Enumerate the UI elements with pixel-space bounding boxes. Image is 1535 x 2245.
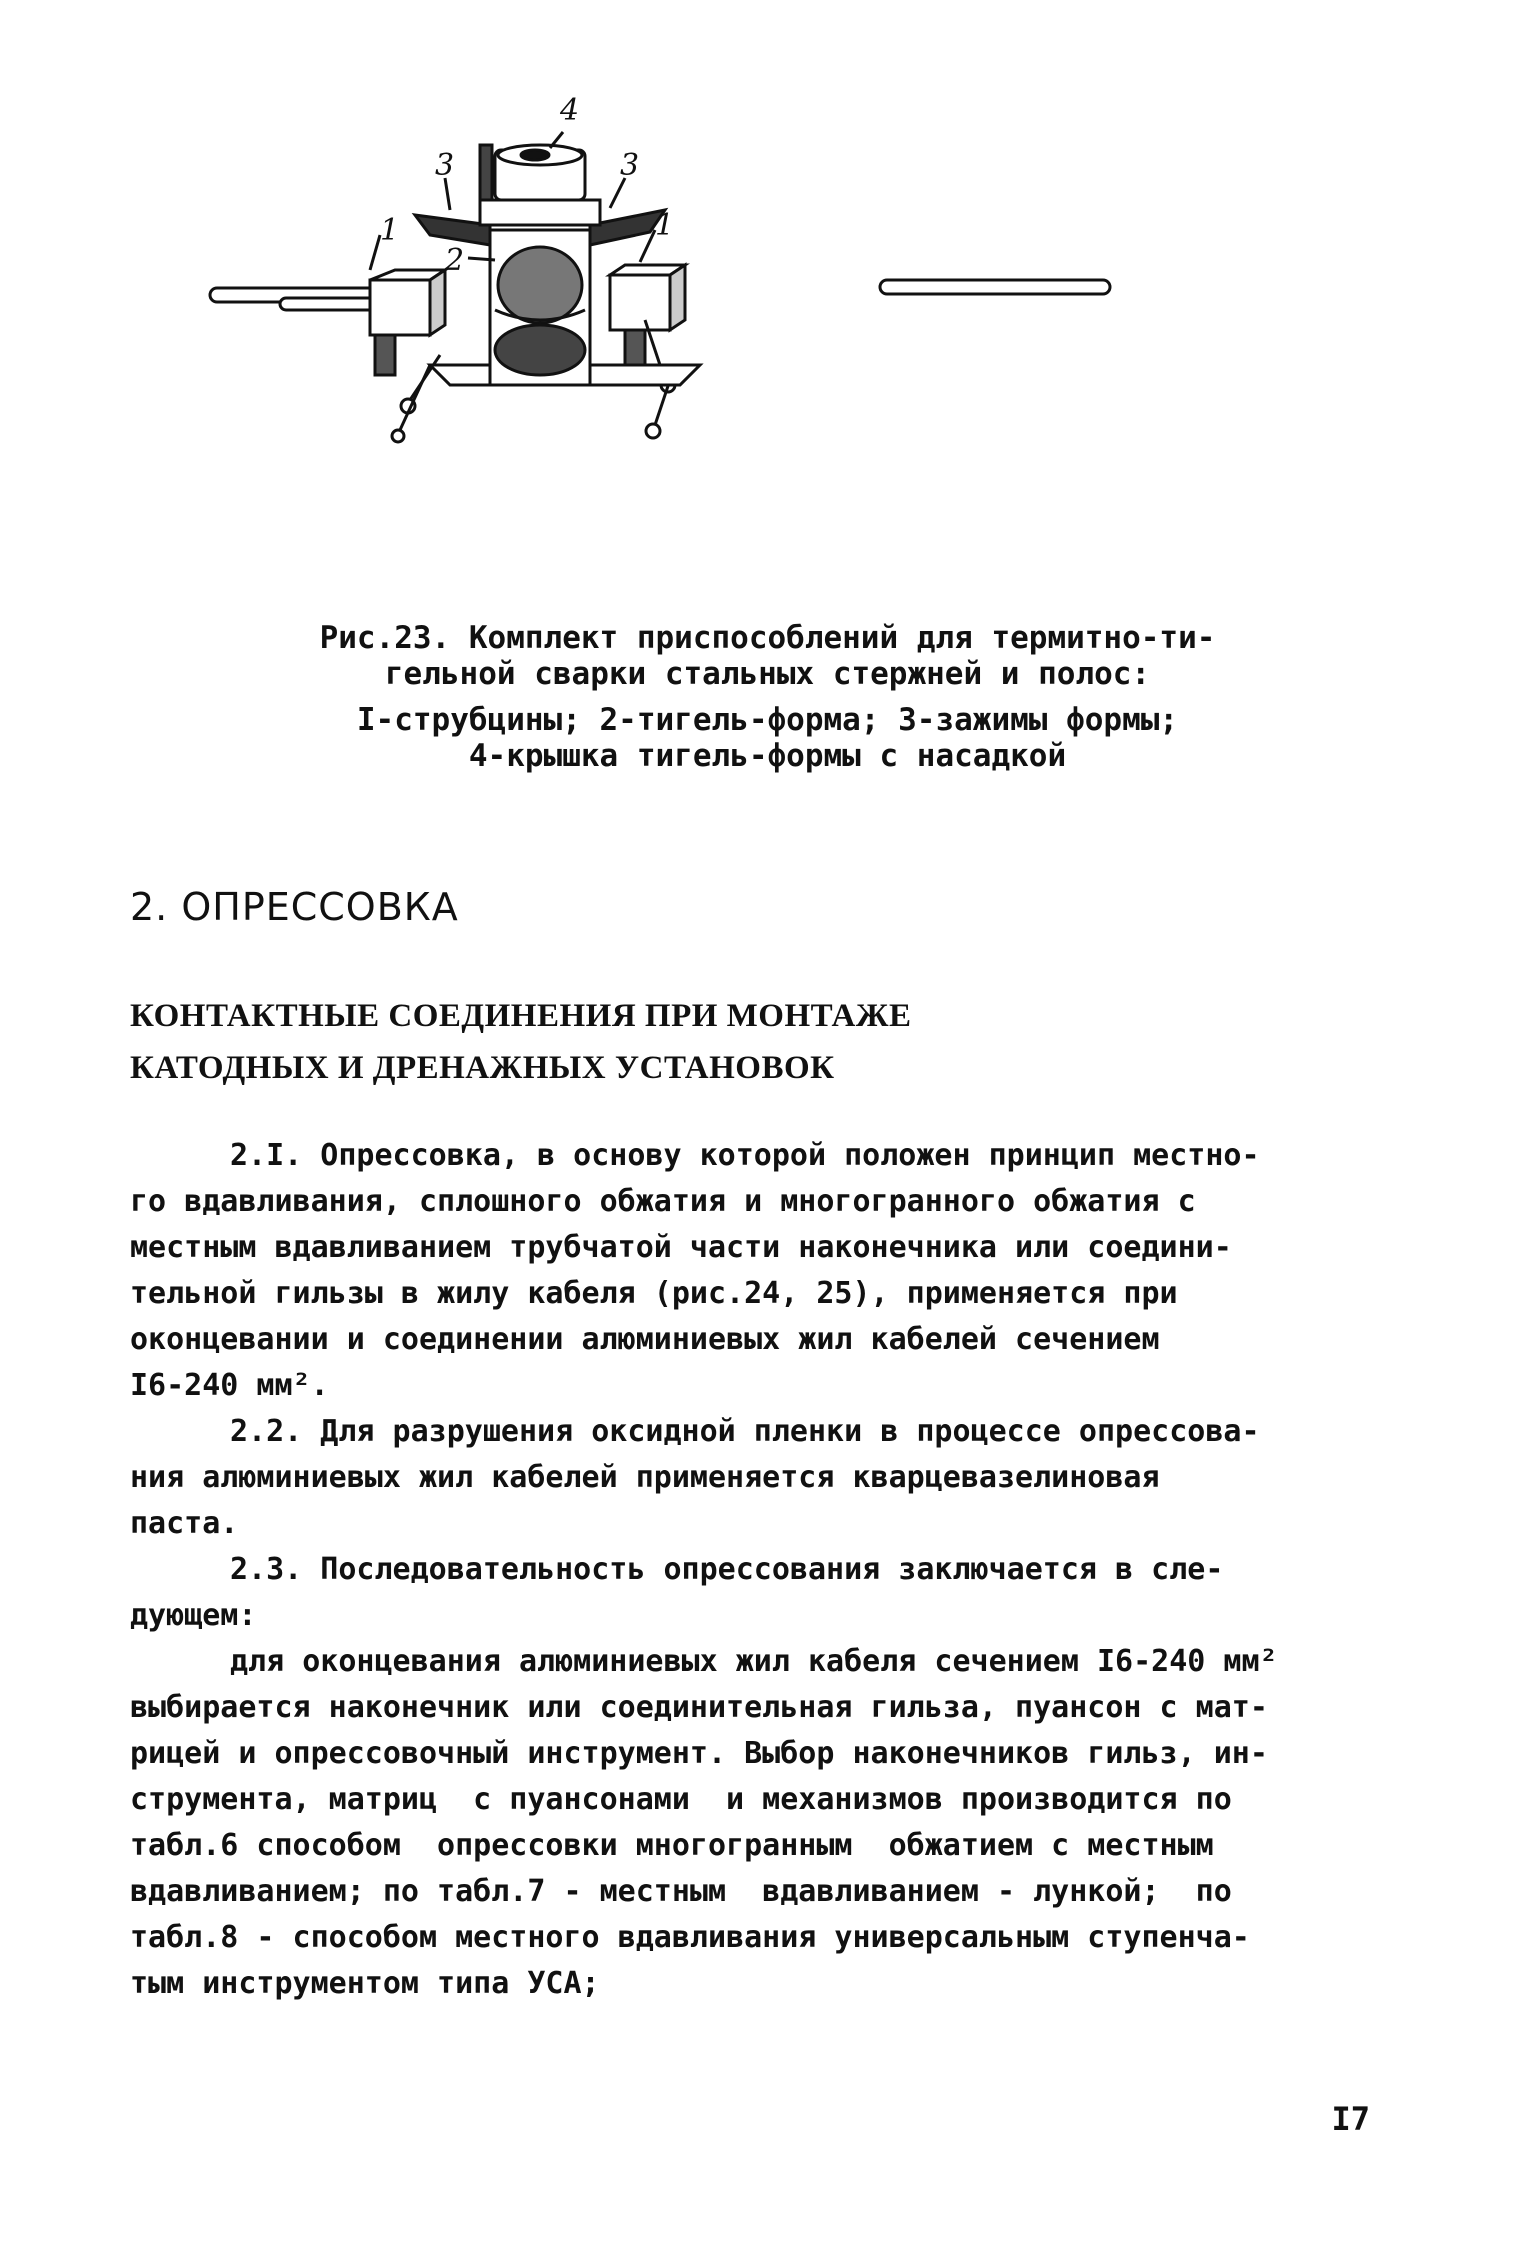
section-heading: 2. ОПРЕССОВКА bbox=[130, 885, 459, 929]
text-line: табл.6 способом опрессовки многогранным обжатием с местным bbox=[130, 1828, 1214, 1863]
text-line: I6-240 мм². bbox=[130, 1368, 329, 1403]
page-number: I7 bbox=[1331, 2100, 1370, 2138]
text-line: 2.3. Последовательность опрессования заключается в сле- bbox=[230, 1552, 1224, 1587]
caption-line: Рис.23. Комплект приспособлений для термитно-ти- bbox=[319, 620, 1216, 656]
text-line: паста. bbox=[130, 1506, 239, 1541]
text-line: струмента, матриц с пуансонами и механизмов производится по bbox=[130, 1782, 1232, 1817]
text-line: тельной гильзы в жилу кабеля (рис.24, 25), применяется при bbox=[130, 1276, 1178, 1311]
text-line: ния алюминиевых жил кабелей применяется кварцевазелиновая bbox=[130, 1460, 1160, 1495]
figure-label-4: 4 bbox=[560, 93, 580, 128]
welding-kit-drawing bbox=[280, 93, 1220, 540]
caption-line: гельной сварки стальных стержней и полос: bbox=[384, 656, 1151, 692]
figure-label-3-right: 3 bbox=[620, 148, 640, 183]
left-clamp bbox=[370, 280, 430, 335]
text-line: оконцевании и соединении алюминиевых жил кабелей сечением bbox=[130, 1322, 1160, 1357]
text-line: 2.2. Для разрушения оксидной пленки в процессе опрессова- bbox=[230, 1414, 1260, 1449]
figure-label-1-right: 1 bbox=[655, 208, 675, 243]
text-line: дующем: bbox=[130, 1598, 257, 1633]
figure-caption bbox=[200, 620, 1335, 774]
text-line: местным вдавливанием трубчатой части наконечника или соедини- bbox=[130, 1230, 1232, 1265]
figure-label-3-left: 3 bbox=[435, 148, 455, 183]
subheading-line: КОНТАКТНЫЕ СОЕДИНЕНИЯ ПРИ МОНТАЖЕ bbox=[130, 998, 912, 1034]
text-line: вдавливанием; по табл.7 - местным вдавливанием - лункой; по bbox=[130, 1874, 1232, 1909]
text-line: табл.8 - способом местного вдавливания универсальным ступенча- bbox=[130, 1920, 1250, 1955]
figure-label-2: 2 bbox=[445, 243, 465, 278]
body-text bbox=[130, 1133, 1390, 2007]
right-rod bbox=[880, 280, 1110, 294]
caption-line: 4-крышка тигель-формы с насадкой bbox=[468, 738, 1067, 774]
subheading bbox=[130, 990, 911, 1094]
caption-line: I-струбцины; 2-тигель-форма; 3-зажимы формы; bbox=[356, 702, 1179, 738]
right-clamp bbox=[610, 275, 670, 330]
text-line: выбирается наконечник или соединительная гильза, пуансон с мат- bbox=[130, 1690, 1268, 1725]
figure-welding-kit bbox=[280, 93, 1220, 540]
text-line: 2.I. Опрессовка, в основу которой положен принцип местно- bbox=[230, 1138, 1260, 1173]
text-line: го вдавливания, сплошного обжатия и многогранного обжатия с bbox=[130, 1184, 1196, 1219]
figure-label-1-left: 1 bbox=[380, 213, 400, 248]
text-line: рицей и опрессовочный инструмент. Выбор наконечников гильз, ин- bbox=[130, 1736, 1268, 1771]
subheading-line: КАТОДНЫХ И ДРЕНАЖНЫХ УСТАНОВОК bbox=[130, 1050, 835, 1086]
text-line: тым инструментом типа УСА; bbox=[130, 1966, 600, 2001]
text-line: для оконцевания алюминиевых жил кабеля сечением I6-240 мм² bbox=[230, 1644, 1278, 1679]
